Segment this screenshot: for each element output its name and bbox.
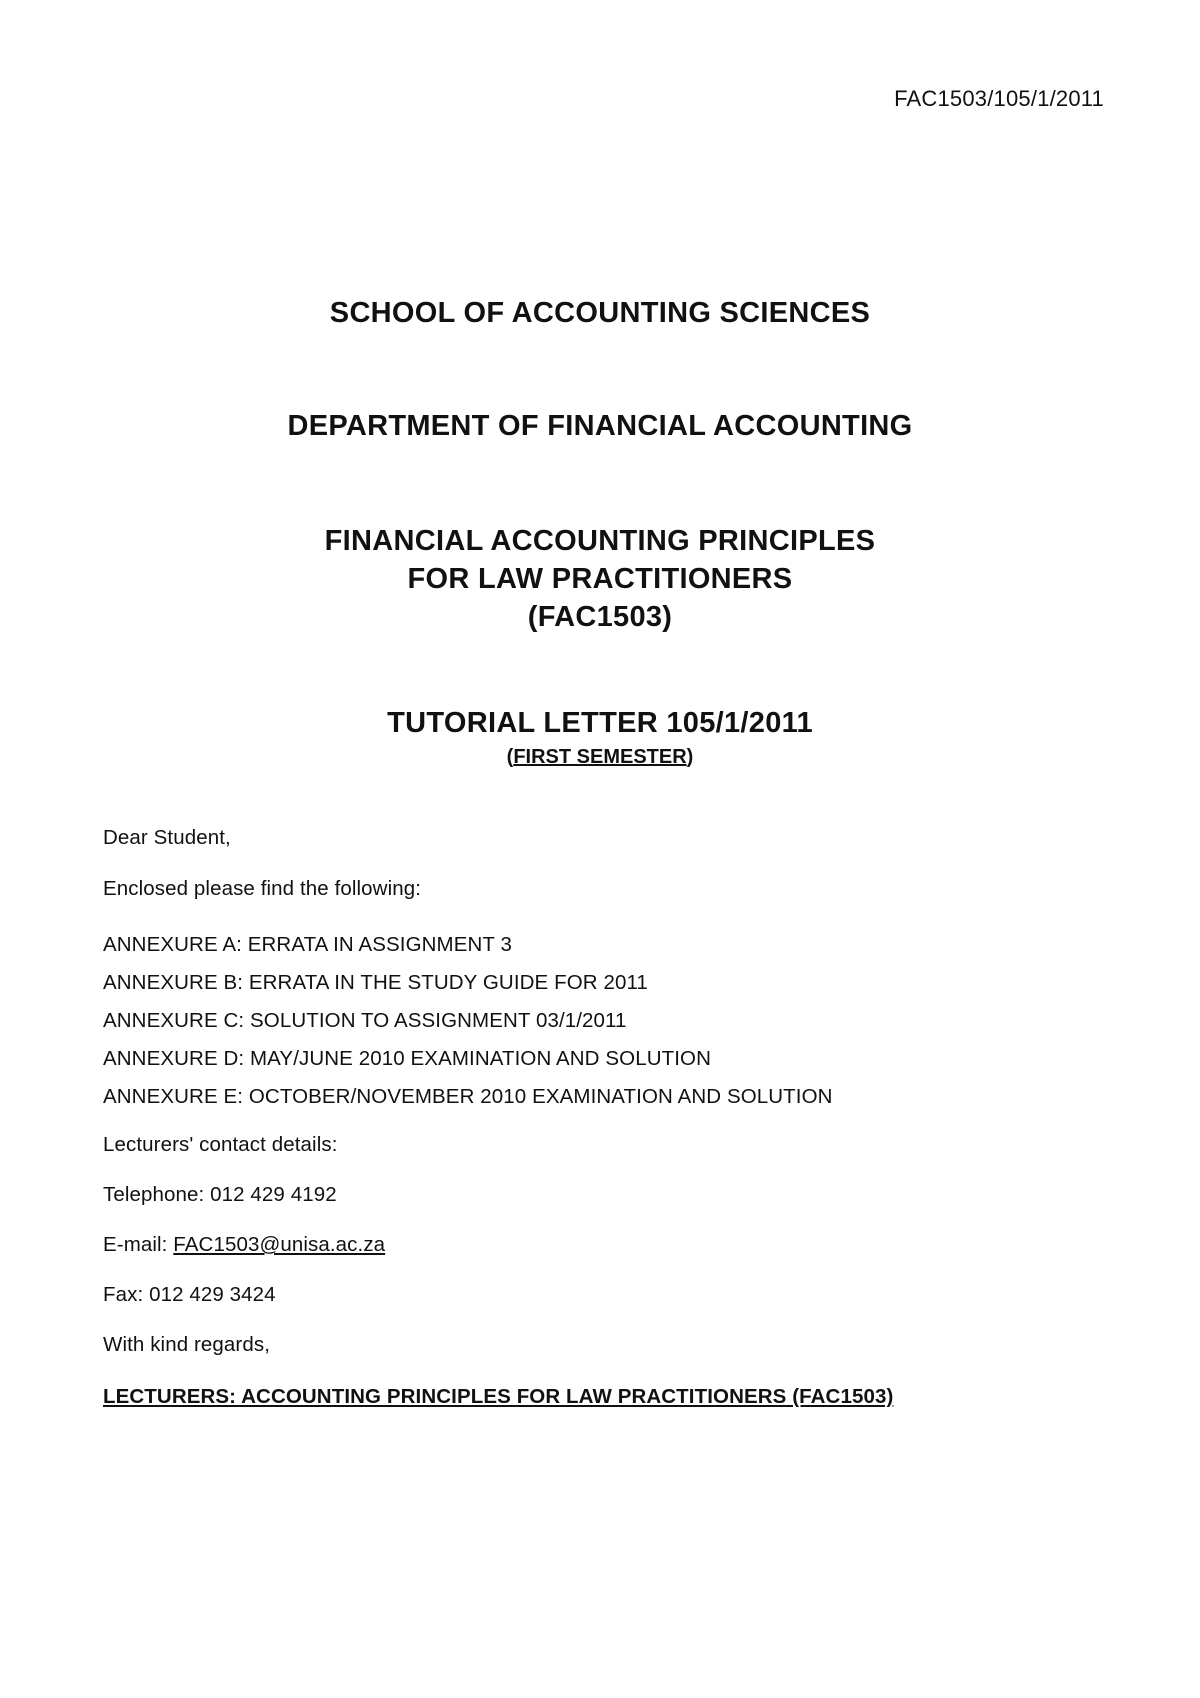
email-label: E-mail: [103, 1233, 174, 1256]
telephone-line: Telephone: 012 429 4192 [103, 1183, 337, 1206]
enclosed-intro: Enclosed please find the following: [103, 877, 422, 900]
annexure-item-c: ANNEXURE C: SOLUTION TO ASSIGNMENT 03/1/2011 [103, 1009, 627, 1032]
semester-label [0, 746, 1200, 769]
fax-line: Fax: 012 429 3424 [103, 1283, 276, 1306]
course-title-line-1: FINANCIAL ACCOUNTING PRINCIPLES [324, 525, 876, 557]
course-title [0, 522, 1200, 636]
department-heading: DEPARTMENT OF FINANCIAL ACCOUNTING [287, 410, 913, 442]
tutorial-letter-title: TUTORIAL LETTER 105/1/2011 [387, 707, 813, 739]
semester-close-paren: ) [686, 746, 694, 768]
closing-line: With kind regards, [103, 1333, 271, 1356]
school-heading: SCHOOL OF ACCOUNTING SCIENCES [329, 297, 871, 329]
annexure-item-a: ANNEXURE A: ERRATA IN ASSIGNMENT 3 [103, 933, 512, 956]
document-reference: FAC1503/105/1/2011 [894, 86, 1104, 111]
email-line [103, 1233, 385, 1257]
semester-open-paren: ( [506, 746, 514, 768]
annexure-item-d: ANNEXURE D: MAY/JUNE 2010 EXAMINATION AND SOLUTION [103, 1047, 711, 1070]
lecturers-signoff: LECTURERS: ACCOUNTING PRINCIPLES FOR LAW PRACTITIONERS (FAC1503) [103, 1385, 894, 1408]
contact-heading: Lecturers' contact details: [103, 1133, 338, 1156]
semester-name: FIRST SEMESTER [513, 746, 687, 768]
annexure-list [103, 926, 833, 1116]
greeting: Dear Student, [103, 826, 231, 849]
annexure-item-e: ANNEXURE E: OCTOBER/NOVEMBER 2010 EXAMINATION AND SOLUTION [103, 1085, 833, 1108]
course-code: (FAC1503) [527, 601, 673, 633]
course-title-line-2: FOR LAW PRACTITIONERS [407, 563, 793, 595]
email-link[interactable]: FAC1503@unisa.ac.za [173, 1233, 386, 1256]
annexure-item-b: ANNEXURE B: ERRATA IN THE STUDY GUIDE FOR 2011 [103, 971, 648, 994]
